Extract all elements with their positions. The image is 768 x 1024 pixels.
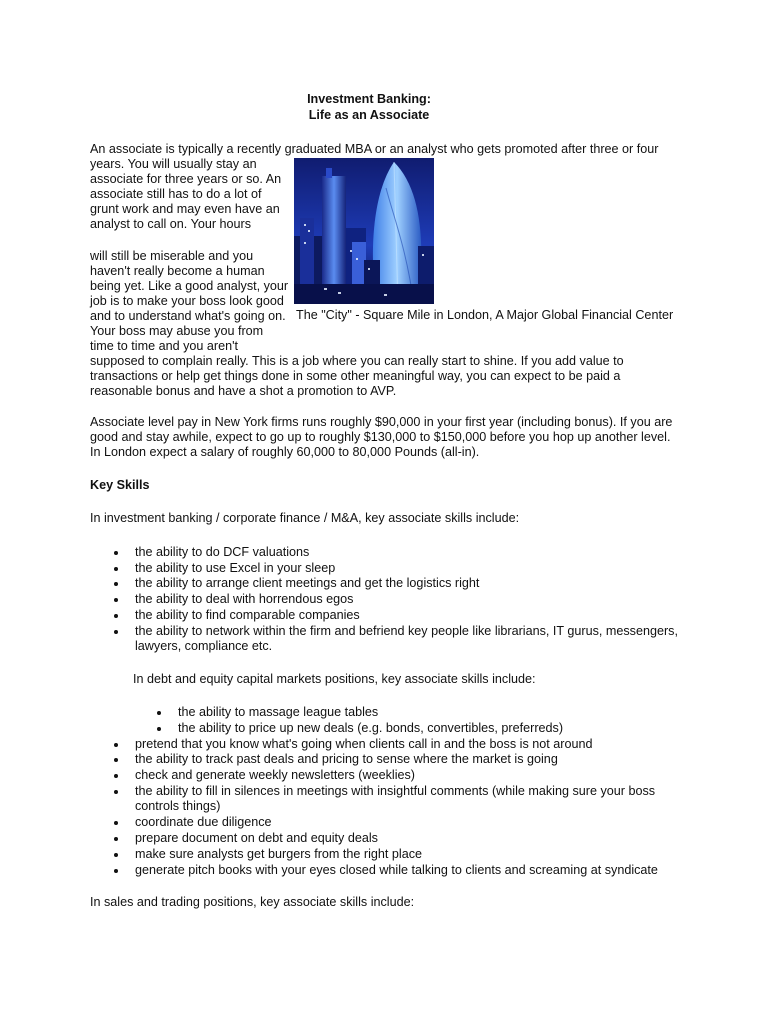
intro-line: job is to make your boss look good [90,294,284,308]
bullet-dot [114,869,118,873]
bullet-dot [114,598,118,602]
intro-line: supposed to complain really. This is a job where you can really start to shine. If you add value to [90,354,624,368]
ib-skill-item: the ability to arrange client meetings and get the logistics right [135,576,480,590]
bullet-dot [157,711,161,715]
intro-line: years. You will usually stay an [90,157,257,171]
bullet-dot [114,758,118,762]
dcm-skill-item: make sure analysts get burgers from the right place [135,847,422,861]
intro-line: will still be miserable and you [90,249,254,263]
ib-skill-item: the ability to deal with horrendous egos [135,592,354,606]
ib-intro: In investment banking / corporate finance / M&A, key associate skills include: [90,511,520,525]
bullet-dot [114,853,118,857]
bullet-dot [157,727,161,731]
bullet-dot [114,630,118,634]
pay-line: In London expect a salary of roughly 60,000 to 80,000 Pounds (all-in). [90,445,480,459]
intro-line: reasonable bonus and have a shot a promotion to AVP. [90,384,397,398]
intro-line: transactions or help get things done in some other meaningful way, you can expect to be paid a [90,369,621,383]
ib-skill-item: the ability to network within the firm and befriend key people like librarians, IT gurus, messengers, [135,624,678,638]
bullet-dot [114,551,118,555]
dcm-skill-item: the ability to fill in silences in meetings with insightful comments (while making sure your boss [135,784,656,798]
ib-skill-item-continued: lawyers, compliance etc. [135,639,273,653]
key-skills-heading: Key Skills [90,478,150,492]
intro-line: and to understand what's going on. [90,309,286,323]
dcm-intro: In debt and equity capital markets positions, key associate skills include: [133,672,536,686]
bullet-dot [114,821,118,825]
bullet-dot [114,614,118,618]
document-title [0,92,738,124]
intro-line: time to time and you aren't [90,339,239,353]
intro-line: analyst to call on. Your hours [90,217,252,231]
intro-line: associate for three years or so. An [90,172,282,186]
sales-intro: In sales and trading positions, key associate skills include: [90,895,415,909]
intro-line: haven't really become a human [90,264,265,278]
bullet-dot [114,790,118,794]
intro-line: grunt work and may even have an [90,202,280,216]
pay-line: Associate level pay in New York firms runs roughly $90,000 in your first year (including bonus). If you are [90,415,673,429]
skyline-illustration [294,158,434,304]
bullet-dot [114,582,118,586]
ib-skill-item: the ability to use Excel in your sleep [135,561,336,575]
dcm-skill-item-continued: controls things) [135,799,221,813]
dcm-skill-item: pretend that you know what's going when clients call in and the boss is not around [135,737,593,751]
pay-line: good and stay awhile, expect to go up to roughly $130,000 to $150,000 before you hop up another level. [90,430,671,444]
ib-skill-item: the ability to do DCF valuations [135,545,310,559]
bullet-dot [114,837,118,841]
ib-skill-item: the ability to find comparable companies [135,608,360,622]
dcm-skill-item: prepare document on debt and equity deals [135,831,378,845]
bullet-dot [114,774,118,778]
intro-line: Your boss may abuse you from [90,324,264,338]
intro-line: being yet. Like a good analyst, your [90,279,289,293]
bullet-dot [114,567,118,571]
intro-line: associate still has to do a lot of [90,187,262,201]
title-line-1: Investment Banking: [307,92,431,106]
intro-line: An associate is typically a recently graduated MBA or an analyst who gets promoted after three or four [90,142,659,156]
photo-caption: The "City" - Square Mile in London, A Major Global Financial Center [296,308,674,322]
title-line-2: Life as an Associate [308,108,430,122]
dcm-skill-item: the ability to track past deals and pricing to sense where the market is going [135,752,558,766]
dcm-sub-skill-item: the ability to massage league tables [178,705,379,719]
dcm-skill-item: check and generate weekly newsletters (weeklies) [135,768,415,782]
bullet-dot [114,743,118,747]
dcm-skill-item: coordinate due diligence [135,815,272,829]
london-skyline-photo [294,158,434,304]
dcm-skill-item: generate pitch books with your eyes closed while talking to clients and screaming at syndicate [135,863,658,877]
dcm-sub-skill-item: the ability to price up new deals (e.g. bonds, convertibles, preferreds) [178,721,564,735]
